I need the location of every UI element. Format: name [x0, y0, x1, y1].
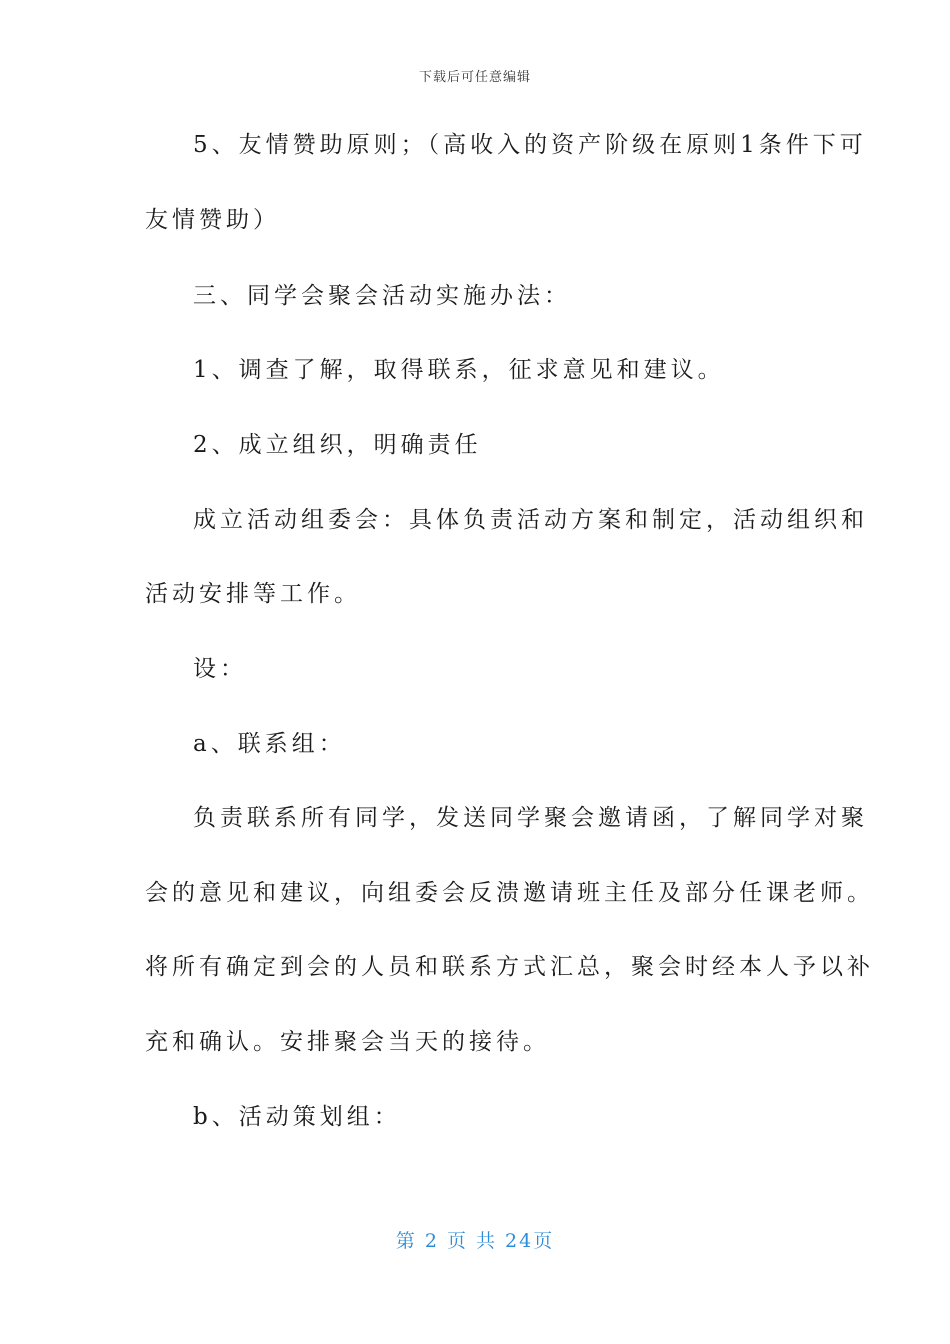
- subsection-label: a、联系组：: [193, 731, 346, 757]
- paragraph-line: 设：: [193, 656, 247, 682]
- paragraph-line: 成立活动组委会：具体负责活动方案和制定，活动组织和: [193, 507, 868, 533]
- subsection-label: b、活动策划组：: [193, 1104, 401, 1130]
- paragraph-line: 充和确认。安排聚会当天的接待。: [145, 1029, 550, 1055]
- section-heading: 三、同学会聚会活动实施办法：: [193, 283, 571, 309]
- paragraph-line: 负责联系所有同学，发送同学聚会邀请函，了解同学对聚: [193, 805, 868, 831]
- paragraph-line: 1、调查了解，取得联系，征求意见和建议。: [193, 357, 725, 383]
- paragraph-line: 活动安排等工作。: [145, 581, 361, 607]
- paragraph-line: 5、友情赞助原则；（高收入的资产阶级在原则1条件下可: [193, 132, 867, 158]
- page-number-footer: 第 2 页 共 24页: [395, 1230, 555, 1252]
- paragraph-line: 2、成立组织，明确责任: [193, 432, 482, 458]
- paragraph-line: 会的意见和建议，向组委会反溃邀请班主任及部分任课老师。: [145, 880, 874, 906]
- page-header: 下载后可任意编辑: [418, 70, 531, 85]
- paragraph-line: 将所有确定到会的人员和联系方式汇总，聚会时经本人予以补: [145, 954, 874, 980]
- paragraph-line: 友情赞助）: [145, 207, 280, 233]
